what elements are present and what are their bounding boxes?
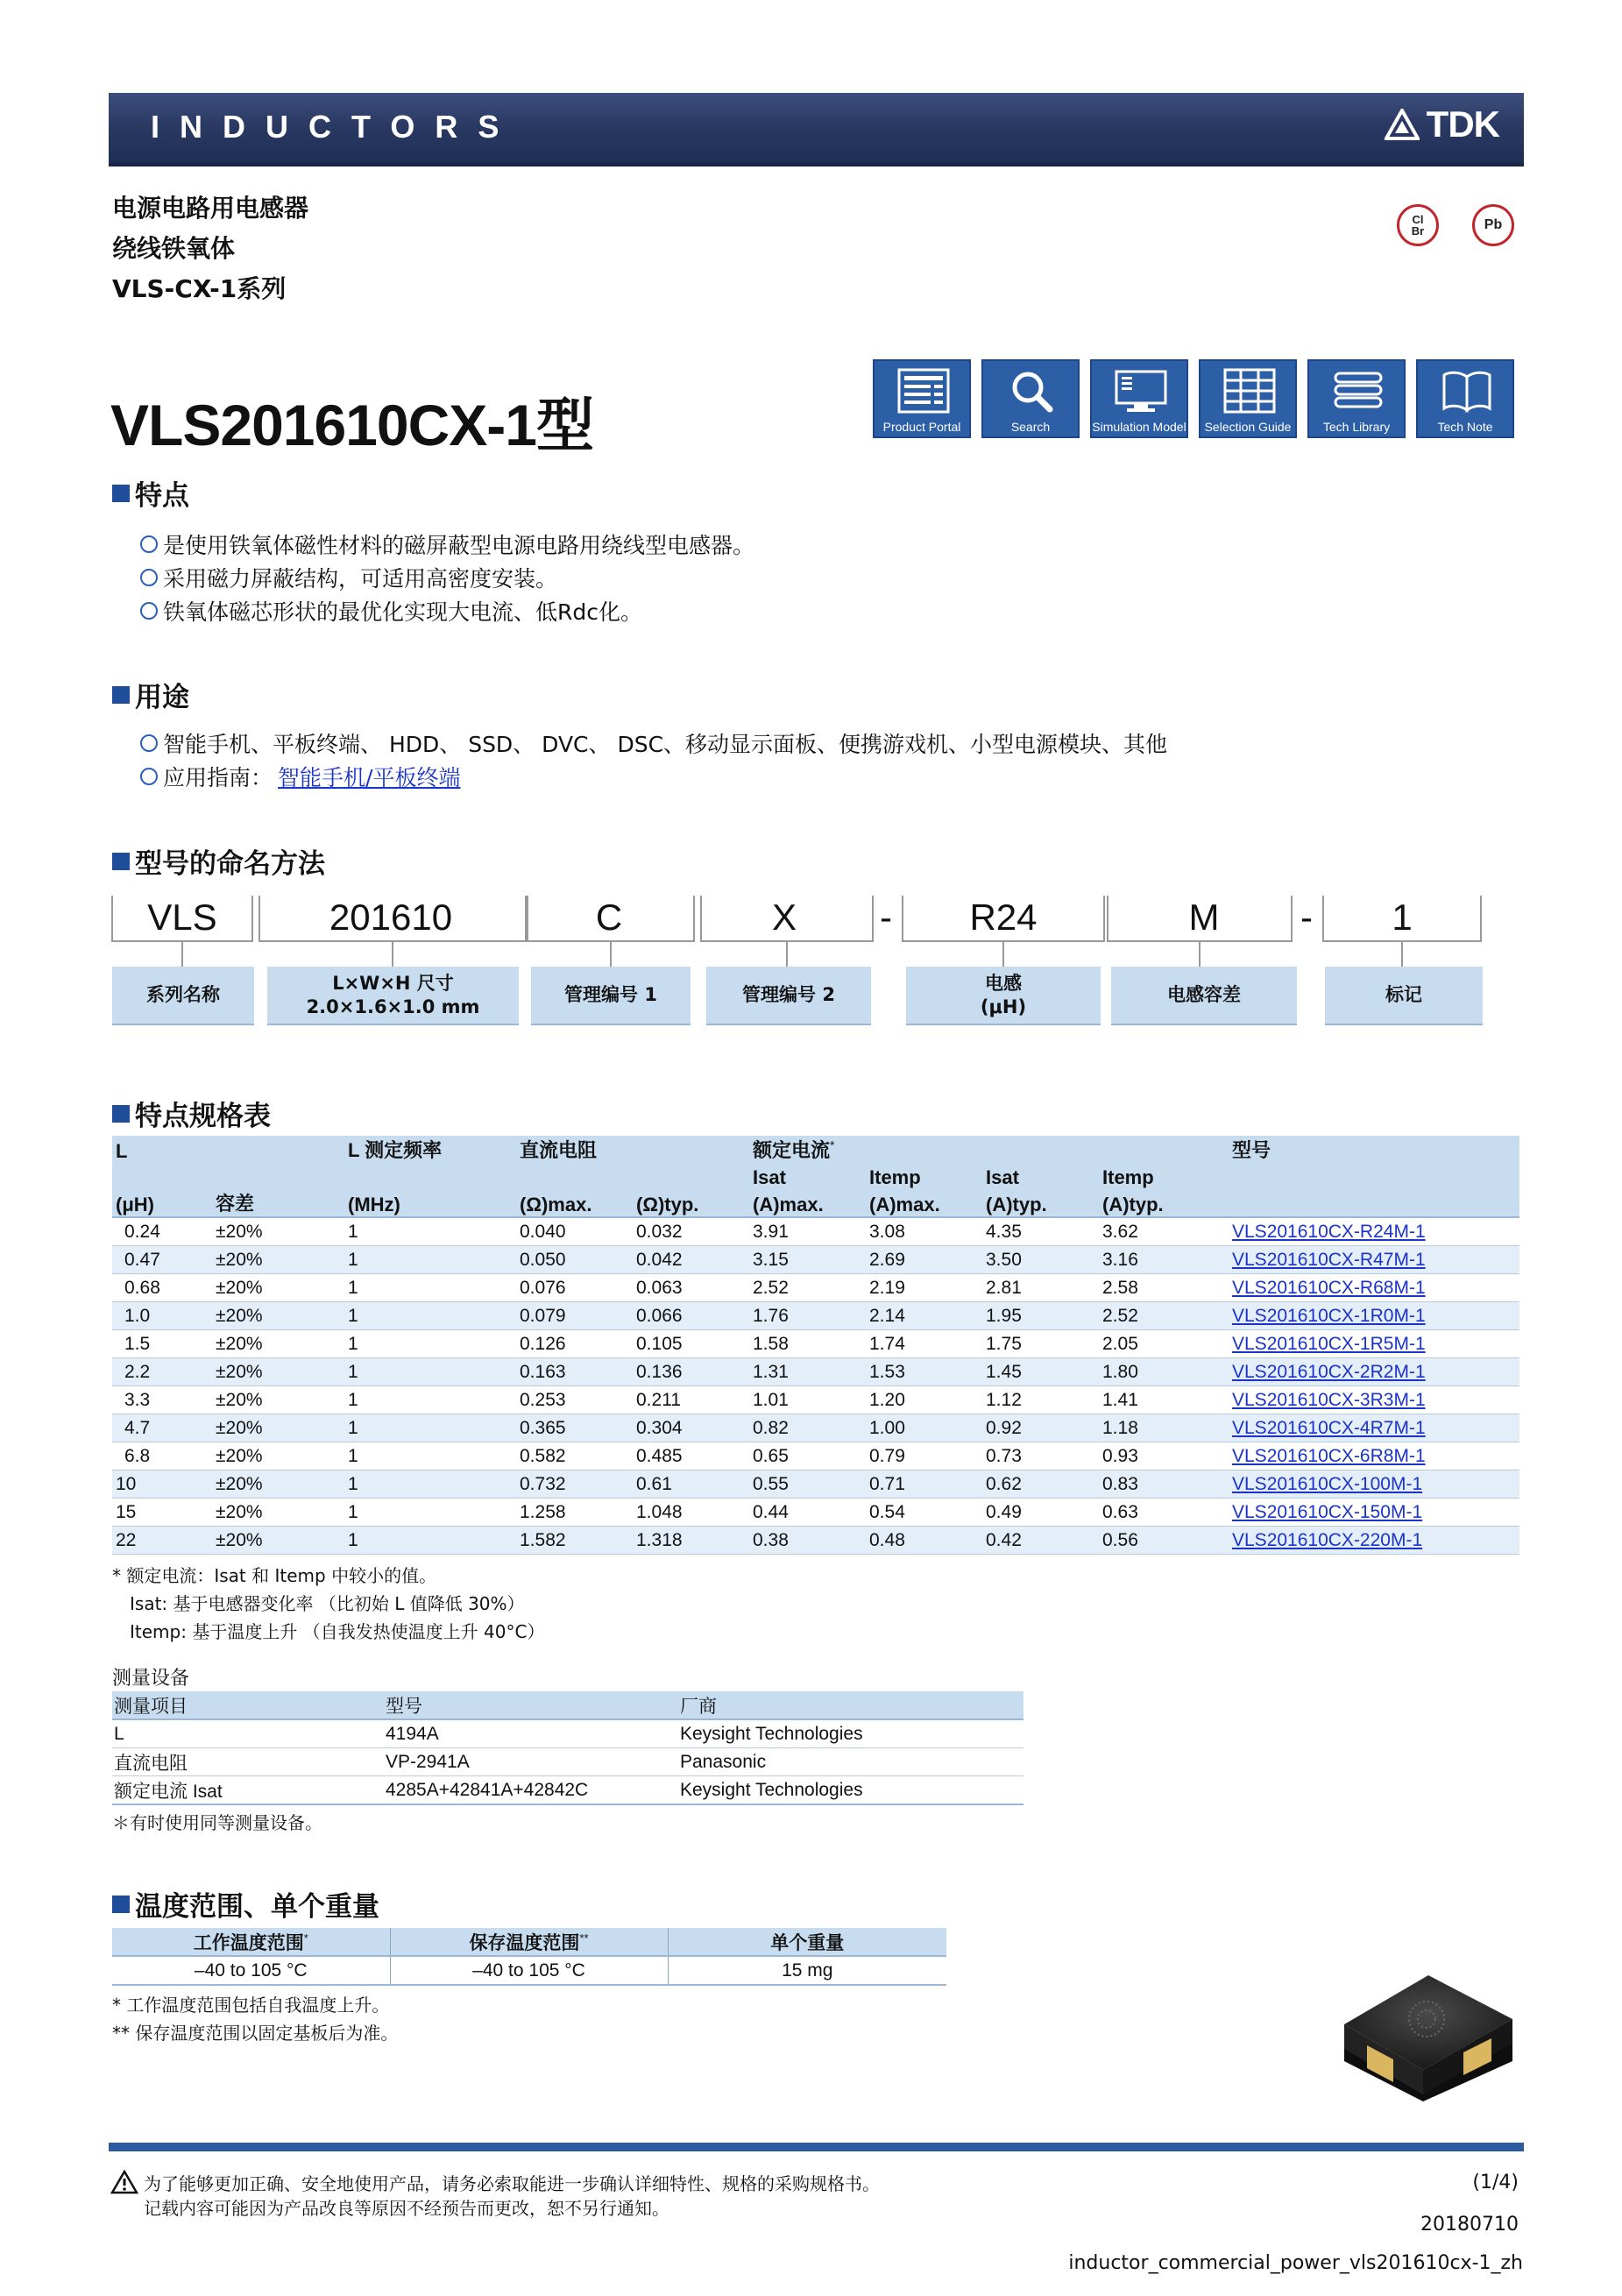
table-row	[112, 1274, 1519, 1302]
temperature-col-weight: 单个重量	[770, 1932, 845, 1953]
cell-itemp-typ: 3.16	[1099, 1246, 1229, 1274]
equipment-cell: 额定电流 Isat	[114, 1781, 223, 1802]
cell-tolerance: ±20%	[212, 1470, 344, 1499]
applications-heading	[112, 675, 189, 714]
features-heading	[112, 473, 189, 513]
cell-rdc-max: 1.582	[516, 1527, 633, 1555]
naming-heading	[112, 841, 325, 881]
cell-rdc-typ: 1.318	[633, 1527, 749, 1555]
section-square-icon	[112, 1105, 130, 1123]
cell-itemp-typ: 1.41	[1099, 1386, 1229, 1414]
cell-tolerance: ±20%	[212, 1414, 344, 1442]
footer-band	[109, 2143, 1524, 2151]
naming-heading-text: 型号的命名方法	[135, 848, 325, 880]
naming-label-inductance: 电感 (μH)	[906, 967, 1101, 1025]
cell-isat-max: 0.44	[749, 1499, 866, 1527]
cell-l-value: 15	[112, 1499, 212, 1527]
table-row	[112, 1527, 1519, 1555]
naming-separator: -	[1300, 896, 1313, 938]
lead-free-badge	[1472, 204, 1514, 246]
cell-freq: 1	[344, 1274, 516, 1302]
cell-itemp-typ: 1.80	[1099, 1358, 1229, 1386]
table-row	[112, 1414, 1519, 1442]
equipment-cell: Panasonic	[680, 1751, 767, 1772]
cell-rdc-typ: 0.066	[633, 1302, 749, 1330]
cell-rdc-max: 1.258	[516, 1499, 633, 1527]
col-header-blank	[112, 1163, 749, 1189]
cell-freq: 1	[344, 1470, 516, 1499]
table-row	[112, 1776, 1023, 1805]
cell-isat-max: 0.65	[749, 1442, 866, 1470]
cell-l-value: 3.3	[112, 1386, 212, 1414]
cell-part-number	[1229, 1274, 1519, 1302]
table-row	[112, 1386, 1519, 1414]
cell-rdc-max: 0.040	[516, 1217, 633, 1246]
lead-badge-text: Pb	[1484, 217, 1503, 232]
equipment-cell: Keysight Technologies	[680, 1779, 863, 1800]
section-square-icon	[112, 485, 130, 502]
category-line-3: VLS-CX-1系列	[112, 274, 287, 303]
cell-l-value: 0.47	[112, 1246, 212, 1274]
cell-part-number	[1229, 1499, 1519, 1527]
cell-part-number	[1229, 1386, 1519, 1414]
cell-freq: 1	[344, 1527, 516, 1555]
col-header-rdc: 直流电阻	[516, 1136, 633, 1163]
table-row	[112, 1358, 1519, 1386]
feature-item	[140, 528, 754, 560]
temperature-header-row	[112, 1928, 946, 1956]
cell-l-value: 1.0	[112, 1302, 212, 1330]
cell-tolerance: ±20%	[212, 1330, 344, 1358]
part-number-link[interactable]: VLS201610CX-220M-1	[1232, 1529, 1423, 1550]
cell-itemp-typ: 3.62	[1099, 1217, 1229, 1246]
naming-label-code1: 管理编号 1	[531, 967, 691, 1025]
cell-freq: 1	[344, 1217, 516, 1246]
cell-itemp-max: 1.20	[866, 1386, 982, 1414]
equipment-note: ＊有时使用同等测量设备。	[112, 1812, 322, 1833]
cell-rdc-typ: 0.032	[633, 1217, 749, 1246]
col-header-blank	[212, 1136, 344, 1163]
spec-note: * 额定电流：Isat 和 Itemp 中较小的值。	[112, 1565, 437, 1586]
spec-note: Isat: 基于电感器变化率 （比初始 L 值降低 30%）	[130, 1593, 525, 1614]
naming-part-tolerance: M	[1188, 896, 1220, 938]
selection-guide-label: Selection Guide	[1204, 420, 1292, 434]
col-unit: (Ω)max.	[516, 1189, 633, 1217]
cell-rdc-max: 0.365	[516, 1414, 633, 1442]
tech-note-button[interactable]	[1416, 359, 1514, 438]
col-unit: (μH)	[112, 1189, 212, 1217]
tech-library-label: Tech Library	[1322, 420, 1391, 434]
cell-rdc-typ: 0.042	[633, 1246, 749, 1274]
cell-isat-max: 2.52	[749, 1274, 866, 1302]
open-book-icon	[1441, 368, 1493, 414]
spec-header-row	[112, 1189, 1519, 1217]
cell-l-value: 22	[112, 1527, 212, 1555]
cell-tolerance: ±20%	[212, 1217, 344, 1246]
cell-isat-typ: 4.35	[982, 1217, 1099, 1246]
application-guide-prefix: 应用指南：	[163, 765, 273, 790]
cell-rdc-max: 0.076	[516, 1274, 633, 1302]
equipment-header-row	[112, 1691, 1023, 1719]
cell-isat-max: 3.91	[749, 1217, 866, 1246]
cell-tolerance: ±20%	[212, 1527, 344, 1555]
part-number-link[interactable]: VLS201610CX-R68M-1	[1232, 1277, 1426, 1298]
col-header-l: L	[112, 1136, 212, 1163]
spec-table	[112, 1136, 1519, 1555]
spec-heading	[112, 1094, 271, 1133]
cell-freq: 1	[344, 1442, 516, 1470]
cell-rdc-typ: 0.136	[633, 1358, 749, 1386]
list-icon	[897, 368, 950, 414]
temperature-table	[112, 1928, 946, 1986]
cell-rdc-typ: 0.485	[633, 1442, 749, 1470]
cell-isat-max: 1.01	[749, 1386, 866, 1414]
application-item	[140, 727, 1167, 759]
cell-itemp-max: 3.08	[866, 1217, 982, 1246]
cell-itemp-max: 0.48	[866, 1527, 982, 1555]
category-line-1: 电源电路用电感器	[112, 194, 309, 223]
naming-part-code1: C	[595, 896, 623, 938]
table-row	[112, 1470, 1519, 1499]
product-photo	[1332, 1954, 1525, 2112]
cell-tolerance: ±20%	[212, 1302, 344, 1330]
cell-itemp-typ: 0.93	[1099, 1442, 1229, 1470]
col-header-blank	[1229, 1189, 1519, 1217]
operating-temp-mark: *	[303, 1931, 308, 1945]
naming-connector-lines	[109, 892, 1484, 971]
monitor-icon	[1115, 368, 1167, 414]
col-header-itemp: Itemp	[1099, 1163, 1229, 1189]
equipment-col-model: 型号	[386, 1696, 422, 1717]
col-unit: (A)max.	[749, 1189, 866, 1217]
cell-isat-typ: 3.50	[982, 1246, 1099, 1274]
cell-itemp-max: 1.53	[866, 1358, 982, 1386]
col-unit: (MHz)	[344, 1189, 516, 1217]
cell-l-value: 6.8	[112, 1442, 212, 1470]
halogen-free-badge	[1397, 204, 1439, 246]
cell-itemp-max: 0.71	[866, 1470, 982, 1499]
cell-part-number	[1229, 1527, 1519, 1555]
cell-l-value: 10	[112, 1470, 212, 1499]
temperature-heading-text: 温度范围、单个重量	[135, 1891, 379, 1923]
product-portal-label: Product Portal	[882, 420, 961, 434]
doc-id: inductor_commercial_power_vls201610cx-1_zh	[1068, 2252, 1523, 2274]
cell-l-value: 2.2	[112, 1358, 212, 1386]
selection-guide-button[interactable]	[1199, 359, 1297, 438]
naming-label-size: L×W×H 尺寸 2.0×1.6×1.0 mm	[267, 967, 519, 1025]
spec-heading-text: 特点规格表	[135, 1101, 271, 1132]
equipment-cell: 4194A	[386, 1723, 439, 1744]
cell-part-number	[1229, 1358, 1519, 1386]
cell-isat-typ: 0.92	[982, 1414, 1099, 1442]
col-header-freq: L 测定频率	[344, 1136, 516, 1163]
equipment-cell: VP-2941A	[386, 1751, 470, 1772]
cell-isat-max: 0.82	[749, 1414, 866, 1442]
operating-temp-value: –40 to 105 °C	[112, 1956, 390, 1985]
naming-label-code2: 管理编号 2	[706, 967, 871, 1025]
application-guide-item	[140, 761, 460, 792]
part-number-link[interactable]: VLS201610CX-6R8M-1	[1232, 1445, 1426, 1466]
cell-isat-max: 1.31	[749, 1358, 866, 1386]
part-number-link[interactable]: VLS201610CX-1R0M-1	[1232, 1305, 1426, 1326]
cell-itemp-max: 0.79	[866, 1442, 982, 1470]
cell-isat-typ: 1.75	[982, 1330, 1099, 1358]
simulation-model-label: Simulation Model	[1092, 420, 1186, 434]
grid-table-icon	[1223, 368, 1276, 414]
search-button[interactable]	[981, 359, 1080, 438]
tdk-logo[interactable]	[1385, 103, 1499, 145]
spec-header-row	[112, 1163, 1519, 1189]
cell-rdc-max: 0.126	[516, 1330, 633, 1358]
equipment-cell: L	[114, 1723, 124, 1744]
doc-date: 20180710	[1420, 2214, 1519, 2236]
cell-itemp-typ: 2.58	[1099, 1274, 1229, 1302]
table-row	[112, 1956, 946, 1985]
table-row	[112, 1330, 1519, 1358]
cell-freq: 1	[344, 1414, 516, 1442]
naming-part-series: VLS	[147, 896, 217, 938]
col-header-rated-current	[749, 1136, 1229, 1163]
table-row	[112, 1719, 1023, 1748]
cell-rdc-max: 0.050	[516, 1246, 633, 1274]
table-row	[112, 1748, 1023, 1776]
features-heading-text: 特点	[135, 480, 189, 512]
storage-temp-mark: **	[579, 1931, 589, 1945]
search-icon	[1006, 368, 1059, 414]
cell-freq: 1	[344, 1302, 516, 1330]
bullet-circle-icon	[140, 569, 158, 586]
cell-rdc-typ: 0.063	[633, 1274, 749, 1302]
storage-temp-header: 保存温度范围	[469, 1932, 580, 1953]
table-row	[112, 1499, 1519, 1527]
spec-header-row	[112, 1136, 1519, 1163]
col-unit: (A)typ.	[982, 1189, 1099, 1217]
cell-part-number	[1229, 1330, 1519, 1358]
search-label: Search	[1010, 420, 1051, 434]
cell-isat-max: 0.55	[749, 1470, 866, 1499]
equipment-table	[112, 1691, 1023, 1805]
cell-tolerance: ±20%	[212, 1499, 344, 1527]
equipment-cell: 直流电阻	[114, 1753, 188, 1774]
equipment-col-maker: 厂商	[680, 1696, 717, 1717]
cell-l-value: 4.7	[112, 1414, 212, 1442]
section-square-icon	[112, 686, 130, 704]
cell-tolerance: ±20%	[212, 1246, 344, 1274]
part-number-link[interactable]: VLS201610CX-R47M-1	[1232, 1249, 1426, 1270]
part-number-link[interactable]: VLS201610CX-100M-1	[1232, 1473, 1423, 1494]
cell-part-number	[1229, 1246, 1519, 1274]
warning-icon	[110, 2170, 138, 2194]
cell-itemp-typ: 0.56	[1099, 1527, 1229, 1555]
cell-isat-max: 3.15	[749, 1246, 866, 1274]
cell-itemp-max: 1.74	[866, 1330, 982, 1358]
cell-isat-typ: 1.95	[982, 1302, 1099, 1330]
cell-part-number	[1229, 1302, 1519, 1330]
cell-rdc-max: 0.582	[516, 1442, 633, 1470]
equipment-col-item: 测量项目	[114, 1696, 188, 1717]
col-header-itemp: Itemp	[866, 1163, 982, 1189]
temperature-heading	[112, 1884, 379, 1924]
feature-item	[140, 595, 642, 627]
simulation-model-button[interactable]	[1090, 359, 1188, 438]
cell-rdc-max: 0.163	[516, 1358, 633, 1386]
cell-rdc-typ: 0.304	[633, 1414, 749, 1442]
application-text: 智能手机、平板终端、 HDD、 SSD、 DVC、 DSC、移动显示面板、便携游戏机、小型电源模块、其他	[163, 732, 1168, 757]
bullet-circle-icon	[140, 734, 158, 752]
cell-isat-typ: 1.45	[982, 1358, 1099, 1386]
col-header-part-no: 型号	[1229, 1136, 1519, 1163]
cell-l-value: 1.5	[112, 1330, 212, 1358]
cell-tolerance: ±20%	[212, 1442, 344, 1470]
cell-isat-typ: 0.73	[982, 1442, 1099, 1470]
cell-isat-max: 0.38	[749, 1527, 866, 1555]
cell-freq: 1	[344, 1499, 516, 1527]
col-header-isat: Isat	[749, 1163, 866, 1189]
feature-item	[140, 562, 557, 593]
section-square-icon	[112, 1896, 130, 1913]
feature-text: 铁氧体磁芯形状的最优化实现大电流、低Rdc化。	[163, 599, 642, 625]
tech-note-label: Tech Note	[1437, 420, 1493, 434]
col-unit: (A)max.	[866, 1189, 982, 1217]
cell-itemp-max: 1.00	[866, 1414, 982, 1442]
temperature-note: * 工作温度范围包括自我温度上升。	[112, 1995, 390, 2016]
rated-current-mark: *	[830, 1137, 835, 1152]
tech-library-button[interactable]	[1307, 359, 1406, 438]
caution-line-2: 记载内容可能因为产品改良等原因不经预告而更改，恕不另行通知。	[144, 2198, 669, 2219]
temperature-note: ** 保存温度范围以固定基板后为准。	[112, 2023, 399, 2044]
cell-itemp-max: 2.69	[866, 1246, 982, 1274]
cell-freq: 1	[344, 1330, 516, 1358]
col-header-blank	[1229, 1163, 1519, 1189]
cell-part-number	[1229, 1414, 1519, 1442]
equipment-title: 测量设备	[112, 1668, 190, 1690]
cell-isat-typ: 0.62	[982, 1470, 1099, 1499]
cell-itemp-max: 2.19	[866, 1274, 982, 1302]
naming-label-tolerance: 电感容差	[1111, 967, 1297, 1025]
temperature-col-operating	[112, 1928, 390, 1956]
cell-isat-max: 1.58	[749, 1330, 866, 1358]
rated-current-text: 额定电流	[753, 1139, 831, 1161]
cell-tolerance: ±20%	[212, 1386, 344, 1414]
cell-rdc-typ: 1.048	[633, 1499, 749, 1527]
cell-rdc-typ: 0.211	[633, 1386, 749, 1414]
cell-rdc-typ: 0.105	[633, 1330, 749, 1358]
part-number-link[interactable]: VLS201610CX-150M-1	[1232, 1501, 1423, 1522]
table-row	[112, 1302, 1519, 1330]
col-header-isat: Isat	[982, 1163, 1099, 1189]
table-row	[112, 1246, 1519, 1274]
bullet-circle-icon	[140, 602, 158, 620]
cell-tolerance: ±20%	[212, 1358, 344, 1386]
cell-freq: 1	[344, 1386, 516, 1414]
cell-isat-typ: 2.81	[982, 1274, 1099, 1302]
operating-temp-header: 工作温度范围	[193, 1932, 304, 1953]
cell-rdc-typ: 0.61	[633, 1470, 749, 1499]
cell-isat-typ: 0.42	[982, 1527, 1099, 1555]
page-number: (1/4)	[1472, 2172, 1519, 2193]
col-header-blank	[633, 1136, 749, 1163]
cell-itemp-typ: 0.63	[1099, 1499, 1229, 1527]
cell-itemp-max: 0.54	[866, 1499, 982, 1527]
cell-freq: 1	[344, 1358, 516, 1386]
table-row	[112, 1217, 1519, 1246]
caution-line-1: 为了能够更加正确、安全地使用产品，请务必索取能进一步确认详细特性、规格的采购规格书。	[144, 2173, 880, 2194]
spec-note: Itemp: 基于温度上升 （自我发热使温度上升 40°C）	[130, 1621, 545, 1642]
col-unit: (Ω)typ.	[633, 1189, 749, 1217]
bullet-circle-icon	[140, 535, 158, 553]
naming-label-mark: 标记	[1325, 967, 1483, 1025]
cell-isat-typ: 1.12	[982, 1386, 1099, 1414]
cell-freq: 1	[344, 1246, 516, 1274]
equipment-cell: 4285A+42841A+42842C	[386, 1779, 589, 1800]
spec-table-body	[112, 1217, 1519, 1555]
category-line-2: 绕线铁氧体	[112, 234, 236, 263]
table-row	[112, 1442, 1519, 1470]
cell-isat-max: 1.76	[749, 1302, 866, 1330]
halogen-badge-text: Cl Br	[1411, 213, 1425, 237]
cell-itemp-typ: 2.05	[1099, 1330, 1229, 1358]
applications-heading-text: 用途	[135, 682, 189, 713]
cell-rdc-max: 0.253	[516, 1386, 633, 1414]
cell-l-value: 0.68	[112, 1274, 212, 1302]
col-unit: 容差	[212, 1189, 344, 1217]
tdk-logo-icon	[1385, 109, 1420, 140]
cell-part-number	[1229, 1217, 1519, 1246]
naming-label-series: 系列名称	[112, 967, 254, 1025]
weight-value: 15 mg	[782, 1959, 833, 1981]
cell-tolerance: ±20%	[212, 1274, 344, 1302]
cell-itemp-typ: 1.18	[1099, 1414, 1229, 1442]
feature-text: 采用磁力屏蔽结构，可适用高密度安装。	[163, 566, 558, 592]
cell-rdc-max: 0.732	[516, 1470, 633, 1499]
storage-temp-value: –40 to 105 °C	[390, 1956, 668, 1985]
cell-part-number	[1229, 1470, 1519, 1499]
cell-itemp-typ: 2.52	[1099, 1302, 1229, 1330]
part-number-link[interactable]: VLS201610CX-2R2M-1	[1232, 1361, 1426, 1382]
col-unit: (A)typ.	[1099, 1189, 1229, 1217]
book-stack-icon	[1332, 368, 1385, 414]
equipment-cell: Keysight Technologies	[680, 1723, 863, 1744]
cell-isat-typ: 0.49	[982, 1499, 1099, 1527]
part-number-link[interactable]: VLS201610CX-R24M-1	[1232, 1221, 1426, 1242]
category-banner-title: INDUCTORS	[151, 109, 520, 145]
part-number-link[interactable]: VLS201610CX-3R3M-1	[1232, 1389, 1426, 1410]
part-number-link[interactable]: VLS201610CX-1R5M-1	[1232, 1333, 1426, 1354]
naming-part-code2: X	[771, 896, 797, 938]
bullet-circle-icon	[140, 768, 158, 785]
page-title: VLS201610CX-1型	[110, 393, 593, 457]
section-square-icon	[112, 853, 130, 870]
cell-itemp-max: 2.14	[866, 1302, 982, 1330]
application-guide-link[interactable]: 智能手机/平板终端	[278, 765, 461, 790]
cell-l-value: 0.24	[112, 1217, 212, 1246]
part-number-link[interactable]: VLS201610CX-4R7M-1	[1232, 1417, 1426, 1438]
product-portal-button[interactable]	[873, 359, 971, 438]
naming-separator: -	[880, 896, 892, 938]
temperature-col-storage	[390, 1928, 668, 1956]
naming-part-inductance: R24	[969, 896, 1038, 938]
naming-part-mark: 1	[1392, 896, 1413, 938]
cell-rdc-max: 0.079	[516, 1302, 633, 1330]
cell-itemp-typ: 0.83	[1099, 1470, 1229, 1499]
cell-part-number	[1229, 1442, 1519, 1470]
logo-text: TDK	[1426, 103, 1499, 145]
feature-text: 是使用铁氧体磁性材料的磁屏蔽型电源电路用绕线型电感器。	[163, 533, 755, 558]
naming-part-size: 201610	[329, 896, 453, 938]
